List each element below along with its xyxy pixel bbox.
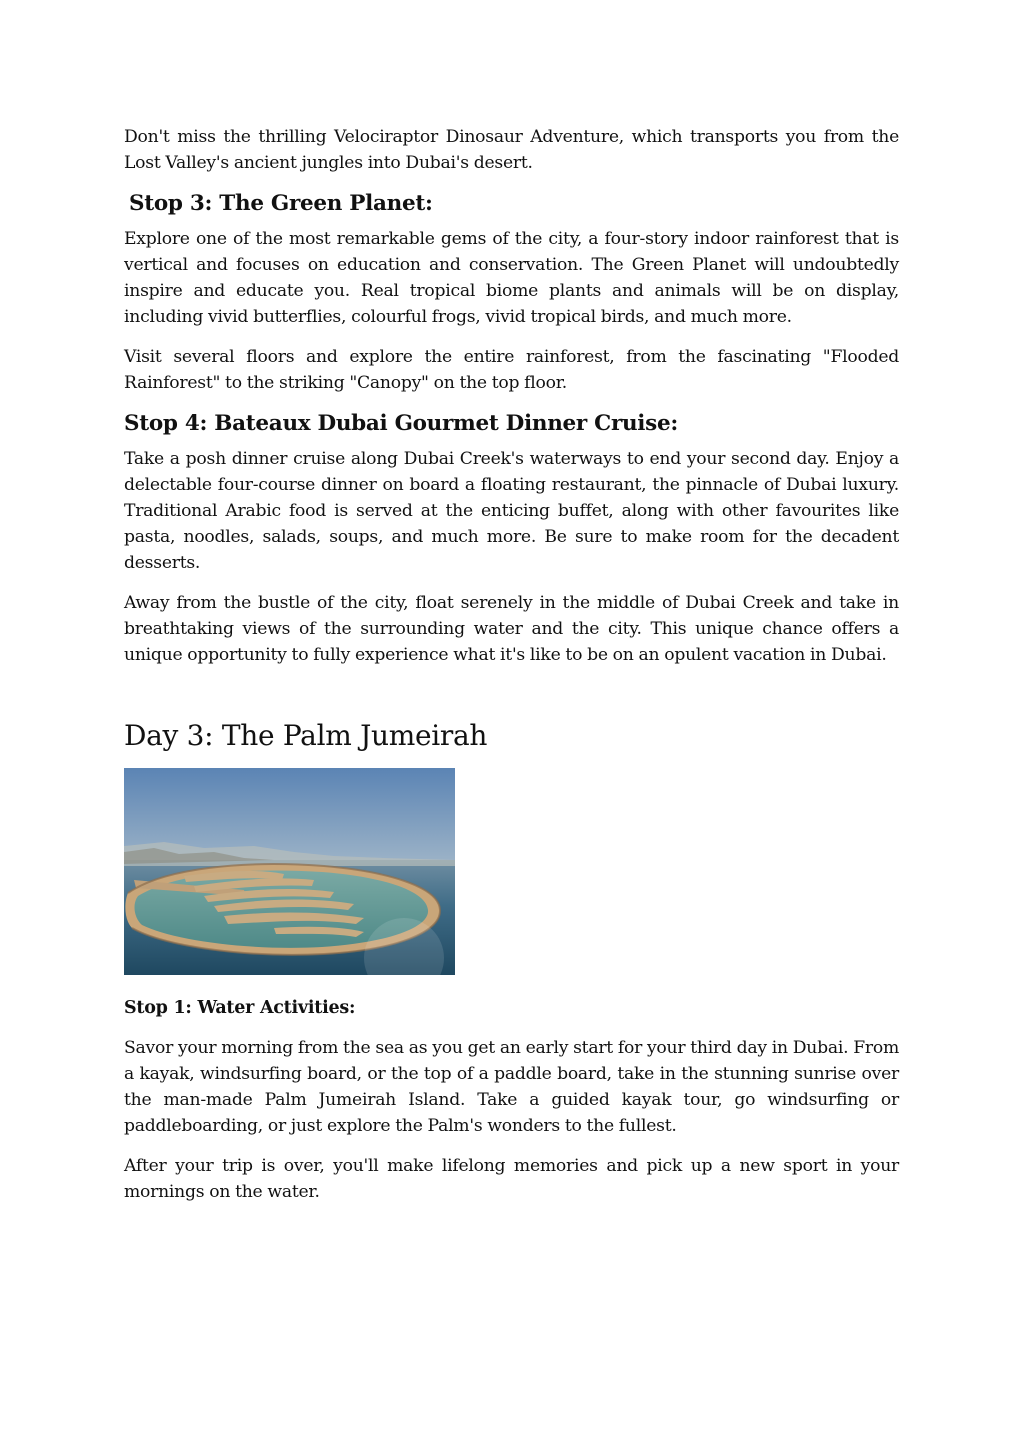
document-page xyxy=(124,124,899,1205)
stop3-paragraph-1: Explore one of the most remarkable gems of the city, a four-story indoor rainforest that is vertical and focuses on education and conservation. The Green Planet will undoubtedly inspire and educate you. Real tropical biome plants and animals will be on display, including vivid butterflies, colourful frogs, vivid tropical birds, and much more. xyxy=(124,229,899,327)
stop3-paragraph-2: Visit several floors and explore the entire rainforest, from the fascinating "Flooded Rainforest" to the striking "Canopy" on the top floor. xyxy=(124,347,899,393)
day3-heading: Day 3: The Palm Jumeirah xyxy=(124,719,488,752)
day3-stop1-heading: Stop 1: Water Activities: xyxy=(124,998,356,1018)
intro-paragraph: Don't miss the thrilling Velociraptor Dinosaur Adventure, which transports you from the Lost Valley's ancient jungles into Dubai's desert. xyxy=(124,127,899,173)
day3-stop1-paragraph-1: Savor your morning from the sea as you get an early start for your third day in Dubai. From a kayak, windsurfing board, or the top of a paddle board, take in the stunning sunrise over the man-made Palm Jumeirah Island. Take a guided kayak tour, go windsurfing or paddleboarding, or just explore the Palm's wonders to the fullest. xyxy=(124,1038,899,1136)
stop4-heading: Stop 4: Bateaux Dubai Gourmet Dinner Cruise: xyxy=(124,411,678,436)
palm-jumeirah-photo xyxy=(124,768,899,975)
stop4-paragraph-2: Away from the bustle of the city, float serenely in the middle of Dubai Creek and take in breathtaking views of the surrounding water and the city. This unique chance offers a unique opportunity to fully experience what it's like to be on an opulent vacation in Dubai. xyxy=(124,593,899,665)
day3-stop1-paragraph-2: After your trip is over, you'll make lifelong memories and pick up a new sport in your mornings on the water. xyxy=(124,1156,899,1202)
palm-island-image xyxy=(124,768,455,975)
stop3-heading: Stop 3: The Green Planet: xyxy=(129,191,433,216)
stop4-paragraph-1: Take a posh dinner cruise along Dubai Creek's waterways to end your second day. Enjoy a delectable four-course dinner on board a floating restaurant, the pinnacle of Dubai luxury. Traditional Arabic food is served at the enticing buffet, along with other favourites like pasta, noodles, salads, soups, and much more. Be sure to make room for the decadent desserts. xyxy=(124,449,899,573)
